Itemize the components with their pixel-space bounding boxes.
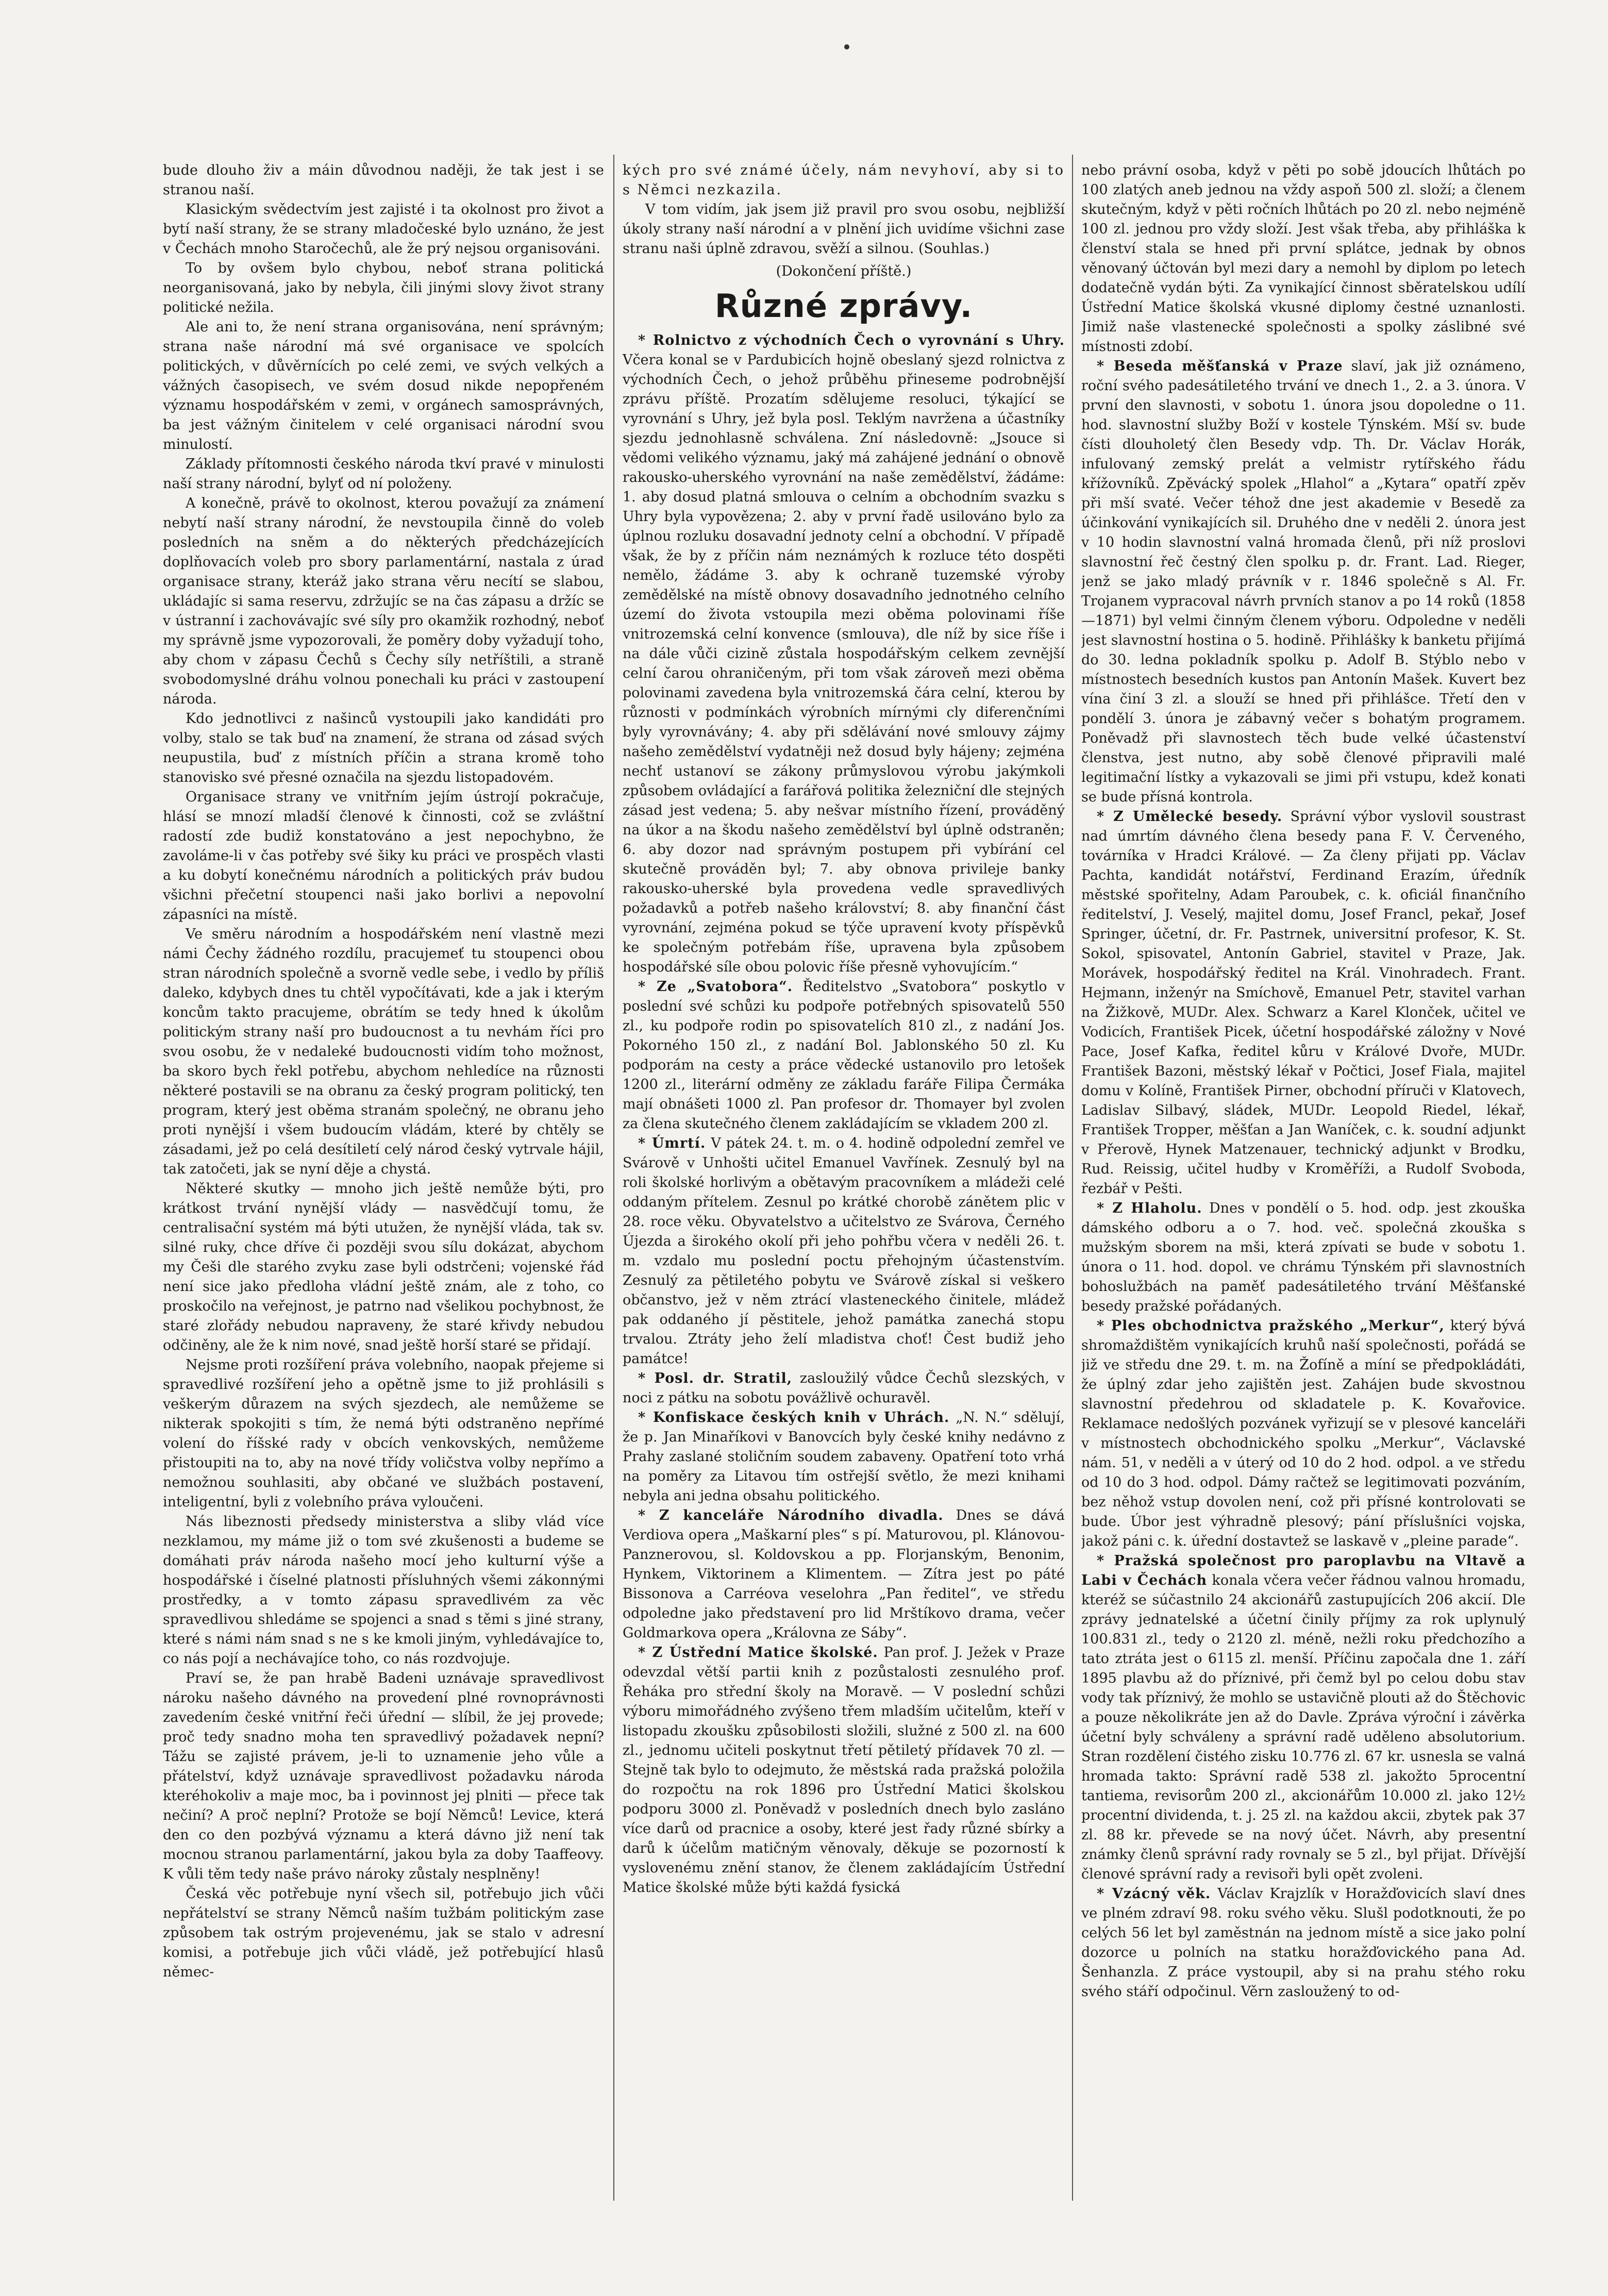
news-item-heading: * Beseda měšťanská v Praze bbox=[1097, 358, 1343, 374]
continuation-note: (Dokončení příště.) bbox=[776, 263, 912, 279]
article-paragraph: Ve směru národním a hospodářském není vlastně mezi námi Čechy žádného rozdílu, pracujemeť tu stoupenci obou stran národních společně a svorně vedle sebe, i vedlo by příliš daleko, kdybych dnes tu chtěl vypočítávati, kde a jak i kterým koncům takto pracujeme, obrátím se tedy hned k úkolům politickým strany naší pro budoucnost a tu nevhám říci pro svou osobu, že v nedaleké budoucnosti vidím toho možnost, ba skoro bych řekl potřebu, abychom nehledíce na různosti některé postavili se na obranu za český program politický, ten program, který jest oběma stranám společný, ne obranu jeho proti nynější i všem budoucím vládám, které by chtěly se zásadami, jež po celá desítiletí celý národ český vytrvale hájil, tak zatočeti, jak se nyní děje a chystá. bbox=[163, 926, 604, 1177]
middle-column bbox=[623, 161, 1065, 2202]
section-title: Různé zprávy. bbox=[714, 287, 973, 325]
article-paragraph: Nás libeznosti předsedy ministerstva a sliby vlád více nezklamou, my máme již o tom své zkušenosti a budeme se domáhati práv národa našeho mocí jeho kulturní výše a hospodářské i číselné platnosti přísluhných všemi zákonnými prostředky, a v tomto zápasu spravedlivém za věc spravedlivou shledáme se spojenci a snad s těmi s jiné strany, které s námi nám snad s ne s ke kmoli jiným, vyhledávajíce to, co nás pojí a nechávajíce toho, co nás rozdvojuje. bbox=[163, 1514, 604, 1667]
article-paragraph: Organisace strany ve vnitřním jejím ústrojí pokračuje, hlásí se mnozí mladší členové k činnosti, což se zvláštní radostí zde budiž konstatováno a jest nepochybno, že zavoláme-li v čas potřeby své šiky ku práci ve prospěch vlasti a ku dobytí konečnému národních a politických práv budou všichni přečetní stoupenci naši jako borlivi a nepovolní zápasníci na místě. bbox=[163, 789, 604, 923]
right-column bbox=[1081, 161, 1526, 2202]
article-paragraph: Ale ani to, že není strana organisována, není správným; strana naše národní má své organisace ve spolcích politických, v důvěrnících po celé zemi, ve svých velkých a vážných časopisech, ve svém dosud nikde nepopřeném významu hospodářském v zemi, v orgánech samosprávných, ba jest vážným činitelem v celé organisaci národní svou minulostí. bbox=[163, 319, 604, 453]
article-paragraph: A konečně, právě to okolnost, kterou považují za známení nebytí naší strany národní, že nevstoupila činně do voleb posledních na sněm a do některých předcházejících doplňovacích voleb pro sbory parlamentární, nastala z úrad organisace strany, kteráž jako strana věru necítí se slabou, ukládajíc si sama reservu, zdržujíc se na čas zápasu a držíc se v ústranní i zachovávajíc své síly pro okamžik rozhodný, neboť my správně jsme vypozorovali, že poměry doby vyžadují toho, aby chom v zápasu Čechů s Čechy síly netříštili, a straně svobodomyslné dráhu volnou ponechali ku práci v zastoupení národa. bbox=[163, 495, 604, 707]
news-item-heading: * Konfiskace českých knih v Uhrách. bbox=[638, 1410, 950, 1426]
news-item-text: Ředitelstvo „Svatobora“ poskytlo v poslední své schůzi ku podpoře potřebných spisovatelů 550 zl., ku podpoře rodin po spisovatelích 810 zl., z nadání Jos. Pokorného 150 zl., z nadání Bol. Jablonského 50 zl. Ku podporám na cesty a práce vědecké ustanovilo pro letošek 1200 zl., literární odměny ze základu faráře Filipa Čermáka mají obnášeti 1000 zl. Pan profesor dr. Thomayer byl zvolen za člena skutečného členem zakládajícím se vkladem 200 zl. bbox=[623, 979, 1065, 1132]
news-item-text: Dnes se dává Verdiova opera „Maškarní ples“ s pí. Maturovou, pl. Klánovou-Panznerovou, sl. Koldovskou a pp. Florjanským, Benonim, Hynkem, Viktorinem a Klimentem. — Zítra jest po páté Bissonova a Carréova veselohra „Pan ředitel“, ve středu odpoledne jako představení pro lid Mrštíkovo drama, večer Goldmarkova opera „Královna ze Sáby“. bbox=[623, 1507, 1065, 1641]
article-paragraph: Česká věc potřebuje nyní všech sil, potřebujo jich vůči nepřátelství se strany Němců naším tužbám politickým zase způsobem tak ostrým projevenému, jak se stalo v adresní komisi, a potřebuje jich vůči vládě, jež potřebující hlasů němec- bbox=[163, 1886, 604, 1980]
article-paragraph: Praví se, že pan hrabě Badeni uznávaje spravedlivost nároku našeho dávného na provedení plné rovnoprávnosti zavedením české vnitřní řeči úřední — slíbil, že jej provede; proč tedy snadno moha ten spravedlivý požadavek nepní? Tážu se zajisté právem, je-li to uznamenie jeho vůle a přátelství, když uznávaje spravedlivost požadavku národa kteréhokoliv a maje moc, ba i povinnost jej plniti — přece tak nečiní? A proč neplní? Protože se bojí Němců! Levice, která den co den pozbývá významu a která dávno již není tak mocnou stranou parlamentární, jakou byla za doby Taaffeovy. K vůli těm tedy naše právo nároky zůstaly nesplněny! bbox=[163, 1670, 604, 1882]
article-paragraph: Základy přítomnosti českého národa tkví pravé v minulosti naší strany národní, bylyť od ní položeny. bbox=[163, 456, 604, 492]
news-item bbox=[1081, 357, 1526, 807]
news-item-text: Včera konal se v Pardubicích hojně obeslaný sjezd rolnictva z východních Čech, o jehož průběhu přineseme podrobnější zprávu příště. Prozatím sdělujeme resoluci, týkající se vyrovnání s Uhry, jež byla posl. Teklým navržena a účastníky sjezdu jednohlasně schválena. Zní následovně: „Jsouce si vědomi velikého významu, jaký má zahájené jednání o obnově rakousko-uherského vyrovnání na naše zemědělství, žádáme: 1. aby dosud platná smlouva o celním a obchodním svazku s Uhry byla vypovězena; 2. aby v první řadě usilováno bylo za úplnou rozluku dosavadní jednoty celní a obchodní. V případě však, že by z příčin nám neznámých k rozluce této dospěti nemělo, žádáme 3. aby k ochraně tuzemské výroby zemědělské na místě obnovy dosavadního jednotného celního území do života vstoupila mezi oběma polovinami říše vnitrozemská celní konvence (smlouva), dle níž by sice říše i na dále vůči cizině zůstala hospodářským celkem zevnější celní čarou ohraničeným, při tom však zároveň mezi oběma polovinami zavedena byla vnitrozemská čára celní, kterou by různosti v podmínkách výrobních mírnými cly diferenčními byly vyrovnávány; 4. aby při sdělávání nové smlouvy zájmy našeho zemědělství vydatněji než dosud byly hájeny; zejména nechť ustanoví se zákony průmyslovou výrobu jakýmkoli způsobem ovládající a farářová politika železniční dle stejných zásad jest vedena; 5. aby nešvar místního řízení, prováděný na úkor a na škodu našeho zemědělství byl úplně odstraněn; 6. aby dozor nad správným postupem při vybírání cel skutečně prováděn byl; 7. aby obnova privileje banky rakousko-uherské byla provedena vedle spravedlivých požadavků a potřeb našeho království; 8. aby finanční část vyrovnání, zejména pokud se týče upravení kvoty příspěvků ke společným potřebám říše, upravena byla způsobem hospodářské síle obou polovic říše přesně vyhovujícím.“ bbox=[623, 352, 1065, 975]
news-item-text: Správní výbor vyslovil soustrast nad úmrtím dávného člena besedy pana F. V. Červeného, továrníka v Hradci Králové. — Za členy přijati pp. Václav Pachta, kandidát notářství, Ferdinand Erazím, úředník městské spořitelny, Adam Paroubek, c. k. oficiál finančního ředitelství, J. Veselý, majitel domu, Josef Francl, pekař, Josef Springer, účetní, dr. Fr. Pastrnek, universitní profesor, K. St. Sokol, spisovatel, Antonín Gabriel, stavitel v Praze, Jak. Morávek, hospodářský ředitel na Král. Vinohradech. Frant. Hejmann, inženýr na Smíchově, Emanuel Petr, stavitel varhan na Žižkově, MUDr. Alex. Schwarz a Karel Klonček, učitel ve Vodicích, František Picek, účetní hospodářské záložny v Nové Pace, Josef Kafka, ředitel kůru v Králové Dvoře, MUDr. František Bazoni, městský lékař v Počtici, Josef Fiala, majitel domu v Kolíně, František Pirner, obchodní příruči v Klatovech, Ladislav Silbavý, sládek, MUDr. Leopold Riedel, lékař, František Tropper, měšťan a Jan Waníček, c. k. soudní adjunkt v Přerově, Hynek Matzenauer, technický adjunkt v Brodku, Rud. Reissig, učitel hudby v Kroměříži, a Rudolf Svoboda, řezbář v Pešti. bbox=[1081, 809, 1526, 1197]
news-item bbox=[623, 331, 1065, 977]
left-column bbox=[163, 161, 604, 2202]
column-rule bbox=[1072, 155, 1073, 2201]
news-item bbox=[1081, 807, 1526, 1199]
news-item bbox=[1081, 1884, 1526, 2002]
article-paragraph: Nejsme proti rozšíření práva volebního, naopak přejeme si spravedlivé rozšíření jeho a opětně jsme to již prohlásili s veškerým důrazem na svých sjezdech, ale nemůžeme se nikterak spokojiti s tím, že nemá býti odstraněno nepřímé volení do říšské rady v obcích venkovských, nemůžeme přistoupiti na to, aby na nové třídy voličstva volby nepřímo a nemožnou souhlasiti, aby občané ve službách postavení, inteligentní, byli z volebního práva vyloučeni. bbox=[163, 1357, 604, 1510]
news-item bbox=[1081, 1316, 1526, 1551]
news-item-text: konala včera večer řádnou valnou hromadu, kteréž se súčastnilo 24 akcionářů zastupujících 206 akcií. Dle zprávy jednatelské a účetní činily příjmy za rok uplynulý 100.831 zl., tedy o 2120 zl. méně, nežli roku předchozího a tato ztráta jest o 6115 zl. menší. Příčinu započala dne 1. září 1895 plavbu až do příznivé, při čemž byl po celou dobu stav vody tak příznivý, že mohlo se ustavičně plouti až do Štěchovic a pouze několikráte jen až do Davle. Zpráva výroční i závěrka účetní byly schváleny a správní radě uděleno absolutorium. Stran rozdělení čistého zisku 10.776 zl. 67 kr. usnesla se valná hromada takto: Správní radě 538 zl. jakožto 5procentní tantiema, revisorům 200 zl., akcionářům 10.000 zl. jako 12½ procentní dividenda, t. j. 25 zl. na každou akcii, zbytek pak 37 zl. 88 kr. převede se na nový účet. Návrh, aby presentní známky členů správní rady rovnaly se 5 zl., byl přijat. Dřívější členové správní rady a revisoři byli opět zvoleni. bbox=[1081, 1572, 1526, 1882]
news-item-heading: * Z Ústřední Matice školské. bbox=[638, 1645, 878, 1661]
news-items bbox=[623, 331, 1065, 1898]
news-item-heading: * Ze „Svatobora“. bbox=[638, 979, 793, 995]
news-items bbox=[1081, 357, 1526, 2002]
article-paragraph: Některé skutky — mnoho jich ještě nemůže býti, pro krátkost trvání nynější vlády — nasvědčují tomu, že centralisační systém má býti utužen, že nynější vláda, tak sv. silné ruky, chce dříve či později svou sílu dokázat, abychom my Češi dle starého zvyku zase byli odstrčeni; vojenské řád není sice jako předloha vládní ještě znám, ale z toho, co proskočilo na veřejnost, je patrno nad všelikou pochybnost, že staré zlořády nebudou napraveny, že staré křivdy nebudou odčiněny, ale že k nim nové, snad ještě horší staré se přidají. bbox=[163, 1181, 604, 1353]
news-item-text: který bývá shromaždištěm vynikajících kruhů naší společnosti, pořádá se již ve středu dne 29. t. m. na Žofíně a míní se předpokládáti, že úplný zdar jeho zajištěn jest. Zahájen bude skvostnou slavnostní předehrou od skladatele p. K. Kovařovice. Reklamace nedošlých pozvánek vyřizují se v plesové kanceláři v místnostech obchodnického spolku „Merkur“, Václavské nám. 51, v neděli a v úterý od 10 do 2 hod. odpol. a ve středu od 10 do 3 hod. odpol. Dámy račtež se legitimovati pozváním, bez něhož vstup dovolen není, což při přísné kontrolovati se bude. Úbor jest výhradně plesový; pání příslušníci vojska, jakož páni c. k. úřední dostavtež se laskavě v „pleine parade“. bbox=[1081, 1318, 1526, 1549]
news-item-heading: * Z Umělecké besedy. bbox=[1097, 809, 1283, 825]
news-item bbox=[623, 1643, 1065, 1898]
article-paragraph: To by ovšem bylo chybou, neboť strana politická neorganisovaná, jako by nebyla, čili jinými slovy život strany politické nežila. bbox=[163, 260, 604, 315]
news-item-heading: * Posl. dr. Stratil, bbox=[638, 1370, 793, 1386]
news-item-text: Dnes v pondělí o 5. hod. odp. jest zkouška dámského odboru a o 7. hod. več. společná zkouška s mužským sborem na mši, která zpívati se bude v sobotu 1. února o 11. hod. dopol. ve chrámu Týnském při slavnostních bohoslužbách na paměť padesátiletého trvání Měšťanské besedy pražské pořádaných. bbox=[1081, 1200, 1526, 1314]
news-item bbox=[623, 1506, 1065, 1643]
news-item-heading: * Vzácný věk. bbox=[1097, 1886, 1211, 1902]
news-item-text: slaví, jak již oznámeno, roční svého padesátiletého trvání ve dnech 1., 2. a 3. února. V první den slavnosti, v sobotu 1. února jsou dopoledne o 11. hod. slavnostní služby Boží v kostele Týnském. Mší sv. bude čísti dlouholetý člen Besedy vdp. Th. Dr. Václav Horák, infulovaný zemský prelát a velmistr rytířského řádu křížovníků. Zpěvácký spolek „Hlahol“ a „Kytara“ opatří zpěv při mší svaté. Večer téhož dne jest akademie v Besedě za účinkování vynikajících sil. Druhého dne v neděli 2. února jest v 10 hodin slavnostní valná hromada členů, při níž proslovi slavnostní řeč čestný člen spolku p. dr. Frant. Lad. Rieger, jenž se jako mladý právník v r. 1846 společně s Al. Fr. Trojanem vypracoval návrh prvních stanov a po 14 roků (1858—1871) byl velmi činným členem výboru. Odpoledne v neděli jest slavnostní hostina o 5. hodině. Přihlášky k banketu přijímá do 30. ledna pokladník spolku p. Adolf B. Stýblo nebo v místnostech besedních kustos pan Antonín Mašek. Kuvert bez vína činí 3 zl. a slouží se hned při přihlášce. Třetí den v pondělí 3. února je zábavný večer s bohatým programem. Poněvadž při slavnostech těch bude velké účastenství členstva, jest nutno, aby sobě členové připravili malé legitimační lístky a vykazovali se jimi při vstupu, kdež konati se bude přísná kontrola. bbox=[1081, 358, 1526, 805]
news-item bbox=[623, 1369, 1065, 1408]
news-item bbox=[1081, 1199, 1526, 1316]
news-item bbox=[623, 977, 1065, 1134]
right-intro: nebo právní osoba, když v pěti po sobě jdoucích lhůtách po 100 zlatých aneb jednou na vždy aspoň 500 zl. složí; a členem skutečným, když v pěti ročních lhůtách po 20 zl. nebo nejméně 100 zl. jednou pro vždy složí. Jest však třeba, aby přihláška k členství stala se hned při první splátce, jednak by obnos věnovaný účtován byl mezi dary a nemohl by diplom po letech dodatečně vydán býti. Za vynikající činnost sběratelskou udílí Ústřední Matice školská vkusné diplomy čestné uznanlosti. Jimiž naše vlastenecké společnosti a spolky záslibné své místnosti zdobí. bbox=[1081, 162, 1526, 355]
news-item-text: zasloužilý vůdce Čechů slezských, v noci z pátku na sobotu povážlivě ochuravěl. bbox=[623, 1370, 1065, 1406]
article-paragraph: Klasickým svědectvím jest zajisté i ta okolnost pro život a bytí naší strany, že se strany mladočeské bylo uznáno, že jest v Čechách mnoho Staročechů, ale že prý nejsou organisováni. bbox=[163, 202, 604, 257]
news-item-text: Václav Krajzlík v Horažďovicích slaví dnes ve plném zdraví 98. roku svého věku. Slušl podotknouti, že po celých 56 let byl zaměstnán na jednom místě a sice jako polní dozorce u polních na statku horažďovického pana Ad. Šenhanzla. Z práce vystoupil, aby si na prahu stého roku svého stáří odpočinul. Věrn zasloužený to od- bbox=[1081, 1886, 1526, 2000]
middle-intro: kých pro své známé účely, nám nevyhoví, aby si to s Němci nezkazila. bbox=[623, 162, 1065, 198]
news-item-heading: * Ples obchodnictva pražského „Merkur“, bbox=[1097, 1318, 1445, 1334]
news-item-text: „N. N.“ sdělují, že p. Jan Minaříkovi v Banovcích byly české knihy nedávno z Prahy zaslané stoličním soudem zabaveny. Opatření toto vrhá na poměry za Litavou tím ostřejší světlo, že mezi knihami nebyla ani jedna obsahu politického. bbox=[623, 1410, 1065, 1504]
news-item-heading: * Rolnictvo z východních Čech o vyrovnání s Uhry. bbox=[638, 332, 1065, 348]
article-paragraph: Kdo jednotlivci z našinců vystoupili jako kandidáti pro volby, stalo se tak buď na znamení, že strana od zásad svých neupustila, buď z místních příčin a strana kromě toho stanovisko své přesné označila na sjezdu listopadovém. bbox=[163, 711, 604, 785]
news-item-text: V pátek 24. t. m. o 4. hodině odpolední zemřel ve Svárově v Unhošti učitel Emanuel Vavřínek. Zesnulý byl na roli školské horlivým a obětavým pracovníkem a mládeži celé oddaným přítelem. Zesnul po krátké chorobě zánětem plic v 28. roce věku. Obyvatelstvo a učitelstvo ze Svárova, Černého Újezda a širokého okolí při jeho pohřbu včera v neděli 26. t. m. vzdalo mu poslední poctu přehojným účastenstvím. Zesnulý za pětiletého pobytu ve Svárově získal si veškero občanstvo, jež v něm ztrácí vlasteneckého činitele, mládež pak oddaného jí pěstitele, jehož památka zanechá stopu trvalou. Ztráty jeho želí mladistva choť! Čest budiž jeho památce! bbox=[623, 1135, 1065, 1367]
news-item bbox=[1081, 1551, 1526, 1884]
article-paragraph: bude dlouho živ a máin důvodnou naději, že tak jest i se stranou naší. bbox=[163, 162, 604, 198]
column-rule bbox=[613, 155, 614, 2201]
news-item bbox=[623, 1408, 1065, 1506]
news-item-heading: * Úmrtí. bbox=[638, 1135, 706, 1151]
news-item-text: Pan prof. J. Ježek v Praze odevzdal větší partii knih z pozůstalosti zesnulého prof. Řeháka pro střední školy na Moravě. — V poslední schůzi výboru mimořádného zvýšeno třem mladším učitelům, kteří v listopadu zkoušku způsobilosti složili, služné z 500 zl. na 600 zl., jednomu učiteli poskytnut třetí pětiletý přídavek 70 zl. — Stejně tak bylo to odejmuto, že městská rada pražská položila do rozpočtu na rok 1896 pro Ústřední Matici školskou podporu 3000 zl. Poněvadž v posledních dnech bylo zasláno více darů od pracnice a osoby, které jest řady různé sbírky a darů k účelům matičným věnovaly, děkuje se pozorností k vyslovenému znění stanov, že členem zakládajícím Ústřední Matice školské může býti každá fysická bbox=[623, 1645, 1065, 1896]
news-item-heading: * Z kanceláře Národního divadla. bbox=[638, 1507, 944, 1523]
page-dot bbox=[844, 44, 849, 49]
news-item bbox=[623, 1134, 1065, 1369]
middle-intro-2: V tom vidím, jak jsem již pravil pro svou osobu, nejbližší úkoly strany naší národní a v plnění jich uvidíme všichni zase stranu naši úplně zdravou, svěží a silnou. (Souhlas.) bbox=[623, 202, 1065, 257]
news-item-heading: * Pražská společnost pro paroplavbu na Vltavě a Labi v Čechách bbox=[1081, 1553, 1526, 1588]
news-item-heading: * Z Hlaholu. bbox=[1097, 1200, 1202, 1216]
